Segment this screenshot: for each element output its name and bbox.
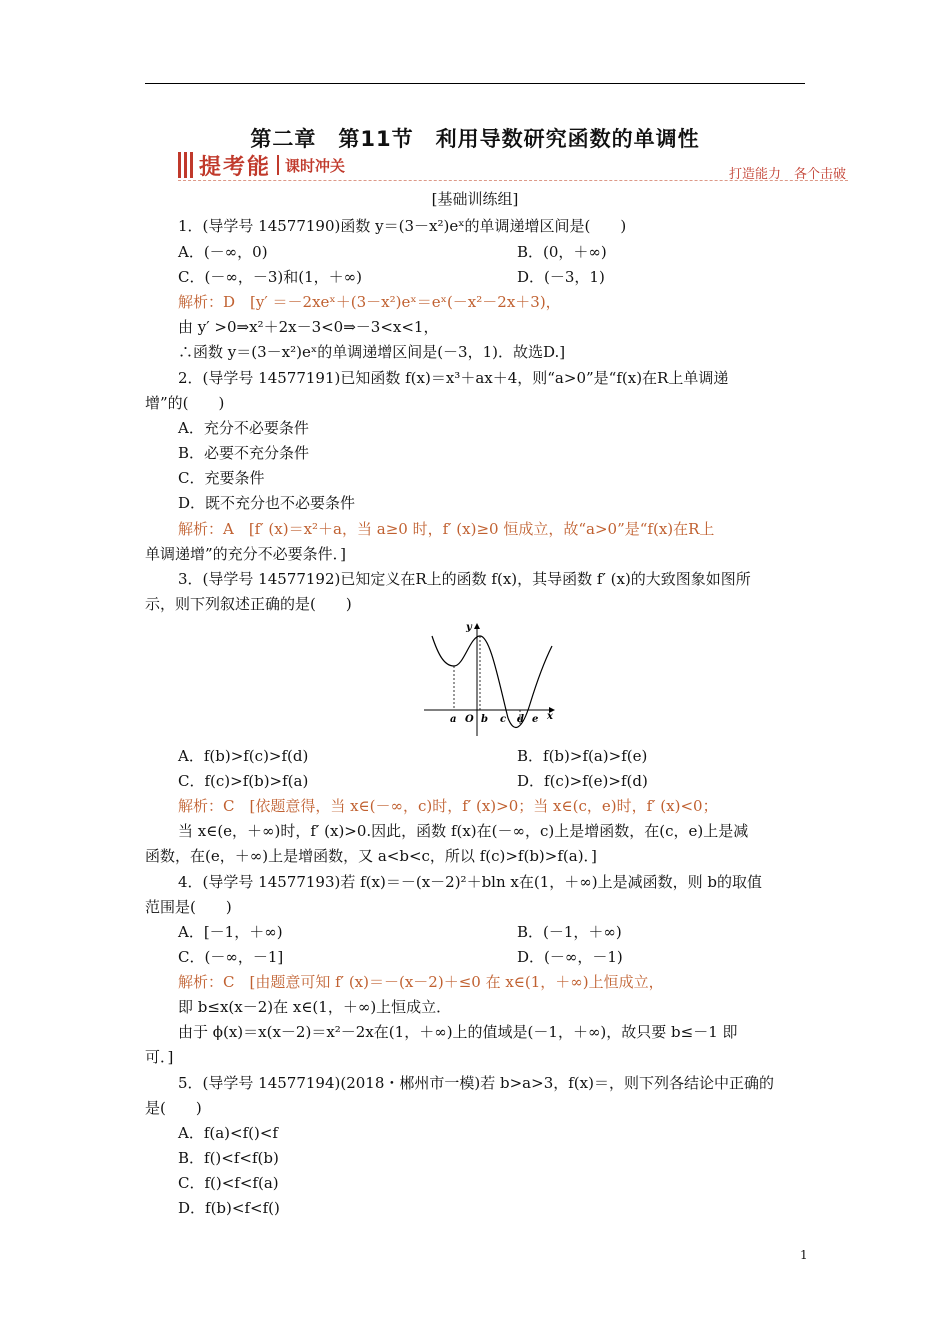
tick-label-e: e xyxy=(532,714,539,725)
q3-option-b: B．f(b)>f(a)>f(e) xyxy=(517,747,648,765)
derivative-graph xyxy=(420,618,560,740)
banner-separator xyxy=(277,155,279,175)
q2-option-d: D．既不充分也不必要条件 xyxy=(178,494,356,512)
q1-option-a: A．(－∞，0) xyxy=(178,243,268,261)
q1-solution-1: 解析：D [y′ ＝－2xeˣ＋(3－x²)eˣ＝eˣ(－x²－2x＋3)， xyxy=(178,293,561,311)
q5-option-b: B．f()<f<f(b) xyxy=(178,1149,279,1167)
q2-option-a: A．充分不必要条件 xyxy=(178,419,309,437)
q4-option-b: B．(－1，＋∞) xyxy=(517,923,622,941)
q2-option-c: C．充要条件 xyxy=(178,469,265,487)
q5-option-c: C．f()<f<f(a) xyxy=(178,1174,279,1192)
q2-solution-2: 单调递增”的充分不必要条件．] xyxy=(145,545,347,563)
q5-stem-1: 5．(导学号 14577194)(2018・郴州市一模)若 b>a>3，f(x)＝，则下列各结论中正确的 xyxy=(178,1074,774,1092)
banner-main-label: 提考能 xyxy=(199,154,272,180)
tick-label-d: d xyxy=(517,714,524,725)
q3-stem-1: 3．(导学号 14577192)已知定义在R上的函数 f(x)，其导函数 f′ (x)的大致图象如图所 xyxy=(178,570,751,588)
q1-solution-3: ∴函数 y＝(3－x²)eˣ的单调递增区间是(－3，1)．故选D.] xyxy=(178,343,566,361)
q1-stem: 1．(导学号 14577190)函数 y＝(3－x²)eˣ的单调递增区间是( ) xyxy=(178,217,627,235)
x-axis-label: x xyxy=(547,711,553,722)
q4-solution-3: 由于 ϕ(x)＝x(x－2)＝x²－2x在(1，＋∞)上的值域是(－1，＋∞)，故只要 b≤－1 即 xyxy=(178,1023,738,1041)
tick-label-a: a xyxy=(450,714,457,725)
q3-option-a: A．f(b)>f(c)>f(d) xyxy=(178,747,309,765)
q3-stem-2: 示，则下列叙述正确的是( ) xyxy=(145,595,352,613)
q3-option-c: C．f(c)>f(b)>f(a) xyxy=(178,772,309,790)
q4-option-c: C．(－∞，－1] xyxy=(178,948,284,966)
q3-option-d: D．f(c)>f(e)>f(d) xyxy=(517,772,648,790)
page-number: 1 xyxy=(800,1248,808,1262)
q4-solution-4: 可．] xyxy=(145,1048,174,1066)
q4-option-a: A．[－1，＋∞) xyxy=(178,923,283,941)
section-label: [基础训练组] xyxy=(431,190,519,208)
banner-sub-label: 课时冲关 xyxy=(285,156,346,175)
q4-stem-2: 范围是( ) xyxy=(145,898,232,916)
q1-option-d: D．(－3，1) xyxy=(517,268,605,286)
q1-solution-2: 由 y′ >0⇒x²＋2x－3<0⇒－3<x<1， xyxy=(178,318,439,336)
q2-option-b: B．必要不充分条件 xyxy=(178,444,310,462)
q4-stem-1: 4．(导学号 14577193)若 f(x)＝－(x－2)²＋bln x在(1，＋∞)上是减函数，则 b的取值 xyxy=(178,873,762,891)
q5-stem-2: 是( ) xyxy=(145,1099,202,1117)
q1-option-c: C．(－∞，－3)和(1，＋∞) xyxy=(178,268,362,286)
y-axis-label: y xyxy=(466,622,472,633)
q3-solution-2: 当 x∈(e，＋∞)时，f′ (x)>0.因此，函数 f(x)在(－∞，c)上是增函数，在(c，e)上是减 xyxy=(178,822,749,840)
q2-solution-1: 解析：A [f′ (x)＝x²＋a，当 a≥0 时，f′ (x)≥0 恒成立，故“a>0”是“f(x)在R上 xyxy=(178,520,715,538)
q5-option-a: A．f(a)<f()<f xyxy=(178,1124,278,1142)
page-title: 第二章 第11节 利用导数研究函数的单调性 xyxy=(250,127,700,151)
q2-stem-2: 增”的( ) xyxy=(145,394,225,412)
section-banner xyxy=(178,150,345,180)
tick-label-b: b xyxy=(481,714,488,725)
banner-slogan: 打造能力 各个击破 xyxy=(728,167,846,182)
q4-solution-1: 解析：C [由题意可知 f′ (x)＝－(x－2)＋≤0 在 x∈(1，＋∞)上恒成立， xyxy=(178,973,664,991)
tick-label-o: O xyxy=(465,714,474,725)
q4-option-d: D．(－∞，－1) xyxy=(517,948,623,966)
q2-stem-1: 2．(导学号 14577191)已知函数 f(x)＝x³＋ax＋4，则“a>0”是“f(x)在R上单调递 xyxy=(178,369,729,387)
banner-underline xyxy=(178,180,848,181)
banner-bars-icon xyxy=(178,152,193,178)
q3-solution-3: 函数，在(e，＋∞)上是增函数，又 a<b<c，所以 f(c)>f(b)>f(a)．] xyxy=(145,847,597,865)
q3-solution-1: 解析：C [依题意得，当 x∈(－∞，c)时，f′ (x)>0；当 x∈(c，e)时，f′ (x)<0； xyxy=(178,797,718,815)
header-rule xyxy=(145,83,805,84)
q4-solution-2: 即 b≤x(x－2)在 x∈(1，＋∞)上恒成立． xyxy=(178,998,452,1016)
tick-label-c: c xyxy=(500,714,507,725)
q1-option-b: B．(0，＋∞) xyxy=(517,243,607,261)
q5-option-d: D．f(b)<f<f() xyxy=(178,1199,280,1217)
